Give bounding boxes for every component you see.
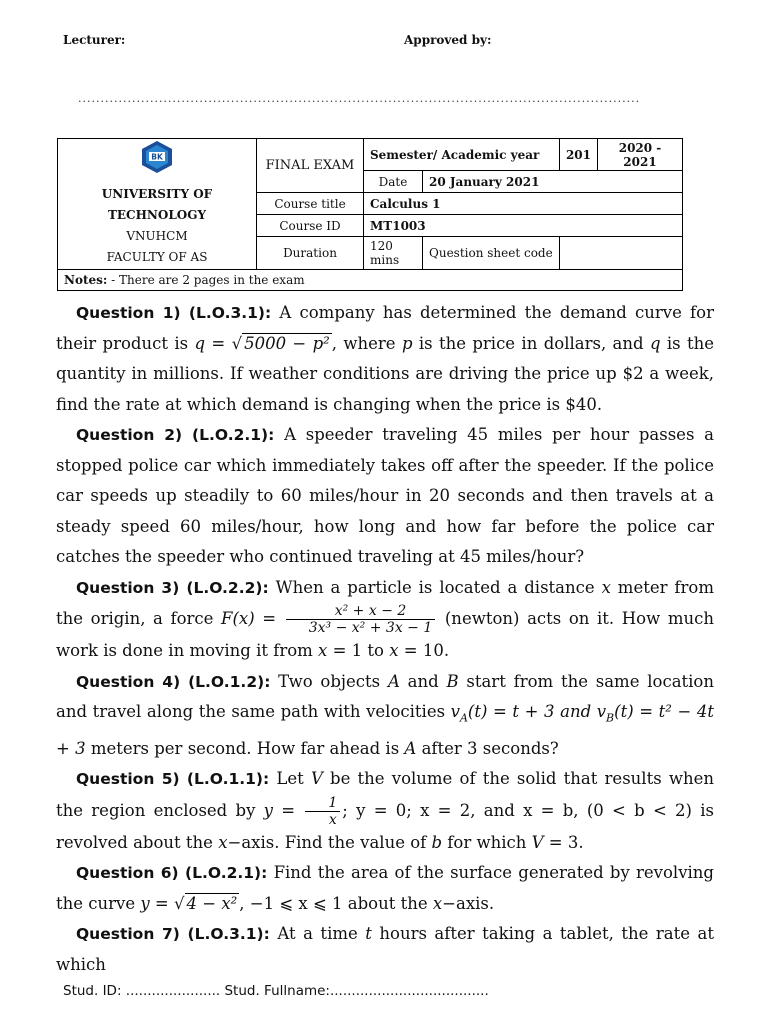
sqrt-expression: 4 − x² (186, 893, 238, 913)
question-text: −axis. Find the value of (227, 832, 432, 852)
question-4 (56, 667, 714, 765)
math-var: t (365, 924, 372, 944)
question-text: be the volume of the solid that results when the region enclosed by (56, 769, 714, 820)
faculty-label: FACULTY OF AS (106, 250, 208, 264)
math-expression: (t) = t + 3 and (467, 702, 597, 721)
math-var: v (450, 702, 460, 721)
math-var: V (310, 769, 323, 789)
course-id-value: MT1003 (364, 215, 683, 237)
exam-title: FINAL EXAM (257, 139, 364, 193)
math-var: x (432, 893, 443, 913)
question-6: Question 6) (L.O.2.1): Find the area of the surface generated by revolving the curve y = √ 4 − x² , −1 ⩽ x ⩽ 1 about the x−axis. (56, 863, 714, 913)
question-text: meters per second. How far ahead is (85, 738, 405, 758)
question-1: Question 1) (L.O.3.1): A company has determined the demand curve for their product is q = √ 5000 − p² , where p is the price in dollars, and q is the quantity in millions. If weather conditions are driving the price up $2 a week, find the rate at which demand is changing when the price is $40. (56, 303, 714, 414)
question-text: = (149, 893, 175, 913)
fraction-denominator: 3x³ − x² + 3x − 1 (308, 620, 433, 636)
question-label: Question 6) (L.O.2.1): (76, 864, 268, 883)
approved-by-label: Approved by: (404, 33, 492, 47)
question-text: and (399, 671, 447, 691)
math-var: x (218, 832, 228, 852)
question-text: is the quantity in millions. If weather conditions are driving the price up $2 a week, find the rate at which demand is changing when the price is $40. (56, 333, 714, 414)
question-text: after 3 seconds? (416, 738, 559, 758)
math-subscript: A (459, 711, 468, 725)
student-info-footer: Stud. ID: ...................... Stud. Fullname:..................................... (63, 983, 489, 999)
math-var: A (404, 738, 417, 758)
notes-row (58, 270, 683, 291)
notes-text: - There are 2 pages in the exam (107, 273, 305, 287)
academic-year-value: 2020 - 2021 (598, 139, 683, 171)
math-var: V (531, 832, 544, 852)
fraction-numerator: x² + x − 2 (286, 603, 436, 620)
question-text: A speeder traveling 45 miles per hour passes a stopped police car which immediately takes off after the speeder. If the police car speeds up steadily to 60 miles/hour in 20 seconds and then travels at a steady speed 60 miles/hour, how long and how far before the police car catches the speeder who continued traveling at 45 miles/hour? (56, 425, 714, 566)
date-label: Date (364, 171, 423, 193)
math-var: p (401, 333, 413, 353)
question-text: = (254, 609, 284, 628)
question-text: = (205, 333, 232, 353)
math-var: q (194, 333, 206, 353)
question-label: Question 1) (L.O.3.1): (76, 304, 272, 322)
question-text: Two objects (270, 671, 388, 691)
question-text: hours after taking a tablet, the rate at which (56, 924, 714, 974)
question-text: is the price in dollars, and (412, 333, 650, 353)
question-text: A company has determined the demand curve for their product is (56, 303, 714, 353)
math-var: v (596, 702, 607, 721)
question-text: = 3. (543, 832, 584, 852)
math-var: y (140, 893, 150, 913)
question-text: Let (269, 769, 311, 789)
notes-label: Notes: (64, 273, 108, 287)
question-text: for which (442, 832, 532, 852)
question-label: Question 5) (L.O.1.1): (76, 770, 270, 789)
university-logo-icon (139, 140, 175, 174)
sheet-code-value (559, 237, 682, 270)
duration-label: Duration (257, 237, 364, 270)
math-var: F(x) (221, 609, 255, 628)
math-var: B (446, 671, 459, 691)
question-text: When a particle is located a distance (268, 577, 602, 597)
question-label: Question 4) (L.O.1.2): (76, 672, 271, 691)
question-text: , where (331, 333, 402, 353)
exam-info-table (57, 138, 683, 291)
question-text: = (273, 800, 304, 820)
question-3 (56, 573, 714, 667)
lecturer-label: Lecturer: (63, 33, 126, 47)
question-text: −axis. (442, 893, 495, 913)
math-var: x (318, 641, 328, 660)
question-text: Find the area of the surface generated by revolving the curve (56, 863, 714, 913)
math-expression: (t) = t² − 4t + 3 (56, 702, 714, 758)
math-subscript: B (606, 711, 615, 725)
fraction-denominator: x (328, 811, 337, 828)
fraction (305, 795, 340, 828)
math-var: A (387, 671, 400, 691)
question-5 (56, 764, 714, 858)
question-text: = 10. (398, 641, 450, 660)
course-title-value: Calculus 1 (364, 193, 683, 215)
fraction-numerator: 1 (305, 795, 340, 812)
question-text: At a time (269, 924, 366, 944)
sqrt-expression: 5000 − p² (244, 333, 330, 353)
course-title-label: Course title (257, 193, 364, 215)
question-text: (newton) acts on it. How much work is done in moving it from (56, 609, 714, 660)
university-name: UNIVERSITY OF TECHNOLOGY (101, 187, 213, 222)
sheet-code-label: Question sheet code (423, 237, 560, 270)
question-text: = 1 to (327, 641, 390, 660)
duration-value: 120 mins (364, 237, 423, 270)
vnuhcm-label: VNUHCM (126, 229, 188, 243)
date-value: 20 January 2021 (423, 171, 683, 193)
question-label: Question 2) (L.O.2.1): (76, 426, 275, 444)
question-7 (56, 919, 714, 980)
questions-section (56, 298, 714, 980)
math-var: q (649, 333, 661, 353)
course-id-label: Course ID (257, 215, 364, 237)
semester-value: 201 (559, 139, 597, 171)
university-cell (58, 139, 257, 270)
question-text: ; y = 0; x = 2, and x = b, (0 < b < 2) is revolved about the (56, 800, 714, 852)
question-label: Question 7) (L.O.3.1): (76, 925, 270, 944)
math-var: b (431, 832, 443, 852)
question-text: meter from the origin, a force (56, 577, 714, 628)
question-2 (56, 420, 714, 573)
signature-line: ............................................................................................................................. (78, 92, 641, 105)
semester-label: Semester/ Academic year (364, 139, 560, 171)
question-text: start from the same location and travel along the same path with velocities (56, 671, 714, 721)
svg-text:BK: BK (151, 152, 163, 162)
question-text: , −1 ⩽ x ⩽ 1 about the (239, 893, 433, 913)
math-var: y (263, 800, 273, 820)
math-var: x (601, 577, 611, 597)
fraction (286, 603, 436, 636)
math-var: x (389, 641, 399, 660)
question-label: Question 3) (L.O.2.2): (76, 578, 269, 597)
